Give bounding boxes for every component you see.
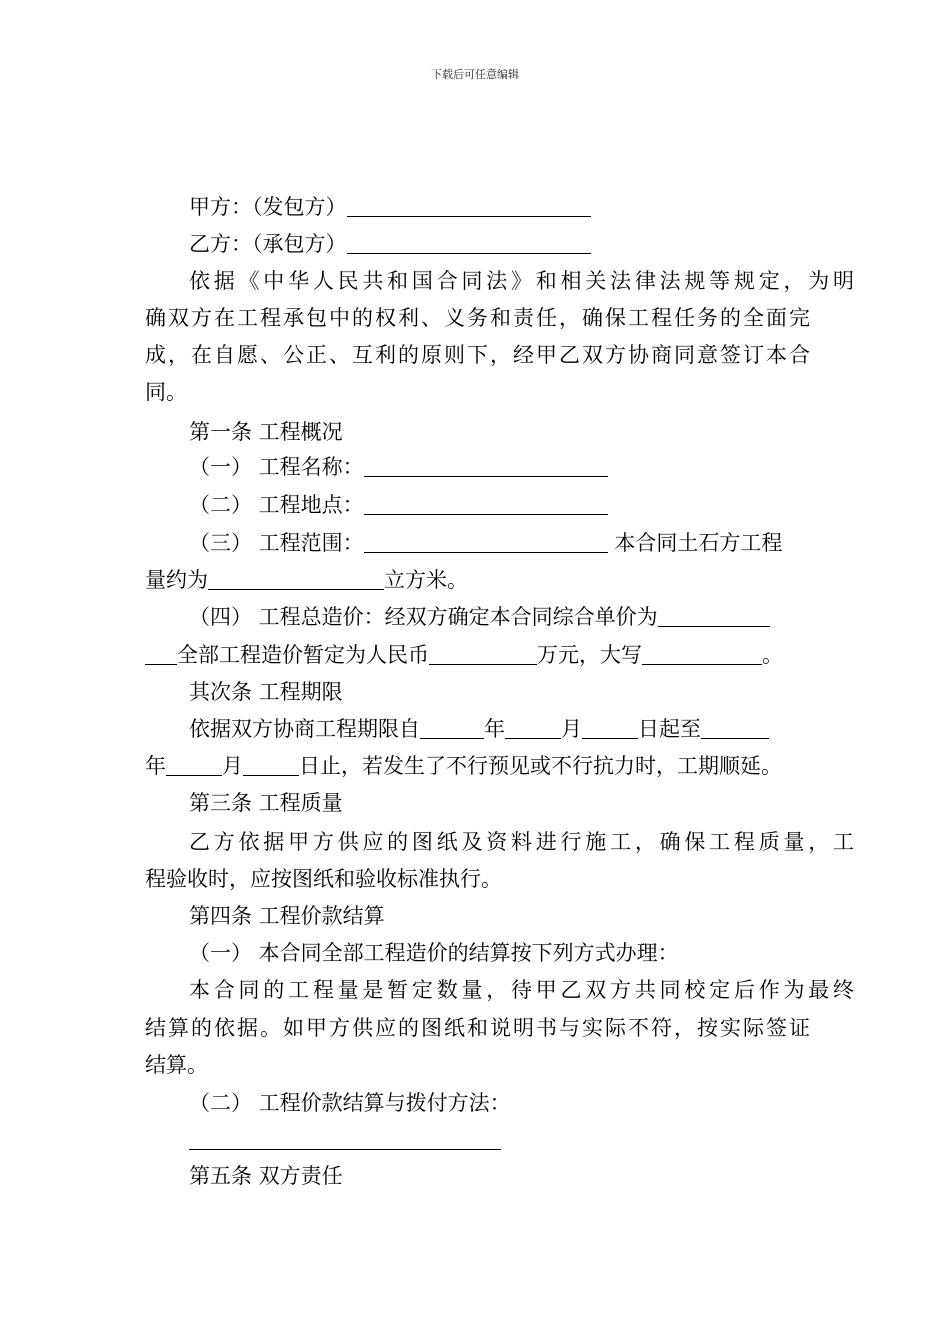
project-scope-text: 本合同土石方工程 [607, 531, 783, 555]
capital-amount-blank[interactable] [642, 639, 762, 665]
settlement-line-1: 本合同的工程量是暂定数量，待甲乙双方共同校定后作为最终 [189, 978, 854, 1002]
month-label: 月 [561, 717, 582, 741]
period-start-label: 依据双方协商工程期限自 [189, 717, 420, 741]
quality-line-1: 乙方依据甲方供应的图纸及资料进行施工，确保工程质量，工 [189, 830, 854, 854]
project-site-line [145, 487, 854, 524]
party-a-blank[interactable] [347, 191, 591, 217]
party-b-line [145, 226, 854, 263]
preamble-line-3: 成，在自愿、公正、互利的原则下，经甲乙双方协商同意签订本合 [145, 343, 810, 367]
volume-blank[interactable] [208, 564, 384, 590]
settlement-method-line: （一） 本合同全部工程造价的结算按下列方式办理： [189, 941, 679, 965]
article-5-heading: 第五条 双方责任 [189, 1164, 343, 1188]
period-line-1 [145, 711, 854, 748]
start-year-blank[interactable] [420, 713, 484, 739]
rmb-label: 全部工程造价暂定为人民币 [177, 643, 429, 667]
project-name-line [145, 449, 854, 486]
start-month-blank[interactable] [505, 713, 561, 739]
project-site-label: （二） 工程地点： [189, 493, 364, 517]
party-b-blank[interactable] [347, 228, 591, 254]
total-cost-line [145, 599, 854, 636]
page-header: 下载后可任意编辑 [431, 68, 519, 81]
unit-price-blank[interactable] [658, 601, 770, 627]
total-cost-label: （四） 工程总造价：经双方确定本合同综合单价为 [189, 605, 658, 629]
article-1-heading: 第一条 工程概况 [189, 420, 343, 444]
article-2-heading: 其次条 工程期限 [189, 680, 343, 704]
party-b-label: 乙方：（承包方） [189, 232, 347, 256]
year-label: 年 [484, 717, 505, 741]
period-end-text: 日止，若发生了不行预见或不行抗力时，工期顺延。 [299, 754, 782, 778]
preamble-line-4: 同。 [145, 380, 187, 404]
project-scope-label: （三） 工程范围： [189, 531, 364, 555]
article-3-heading: 第三条 工程质量 [189, 791, 343, 815]
payment-method-blank[interactable] [189, 1124, 501, 1150]
end-day-blank[interactable] [243, 750, 299, 776]
month-label: 月 [222, 754, 243, 778]
preamble-line-2: 确双方在工程承包中的权利、义务和责任，确保工程任务的全面完 [145, 306, 810, 330]
unit-price-blank-cont[interactable] [145, 639, 177, 665]
project-site-blank[interactable] [364, 489, 608, 515]
settlement-line-3: 结算。 [145, 1053, 208, 1077]
party-a-label: 甲方：（发包方） [189, 195, 347, 219]
capital-label: 万元，大写 [537, 643, 642, 667]
period: 。 [762, 643, 783, 667]
settlement-line-2: 结算的依据。如甲方供应的图纸和说明书与实际不符，按实际签证 [145, 1016, 810, 1040]
volume-unit: 立方米。 [384, 568, 468, 592]
payment-method-blank-line [145, 1122, 854, 1159]
article-4-heading: 第四条 工程价款结算 [189, 904, 385, 928]
volume-label: 量约为 [145, 568, 208, 592]
end-year-blank[interactable] [701, 713, 769, 739]
year-label: 年 [145, 754, 166, 778]
quality-line-2: 程验收时，应按图纸和验收标准执行。 [145, 867, 502, 891]
start-day-blank[interactable] [582, 713, 638, 739]
payment-method-line: （二） 工程价款结算与拨付方法： [189, 1091, 511, 1115]
period-line-2 [145, 748, 810, 785]
project-name-label: （一） 工程名称： [189, 455, 364, 479]
project-name-blank[interactable] [364, 451, 608, 477]
preamble-line-1: 依据《中华人民共和国合同法》和相关法律法规等规定，为明 [189, 269, 854, 293]
project-scope-line [145, 525, 854, 562]
volume-line [145, 562, 810, 599]
party-a-line [145, 189, 854, 226]
project-scope-blank[interactable] [364, 527, 608, 553]
day-from-label: 日起至 [638, 717, 701, 741]
total-cost-line-2 [145, 637, 810, 674]
end-month-blank[interactable] [166, 750, 222, 776]
rmb-amount-blank[interactable] [429, 639, 537, 665]
